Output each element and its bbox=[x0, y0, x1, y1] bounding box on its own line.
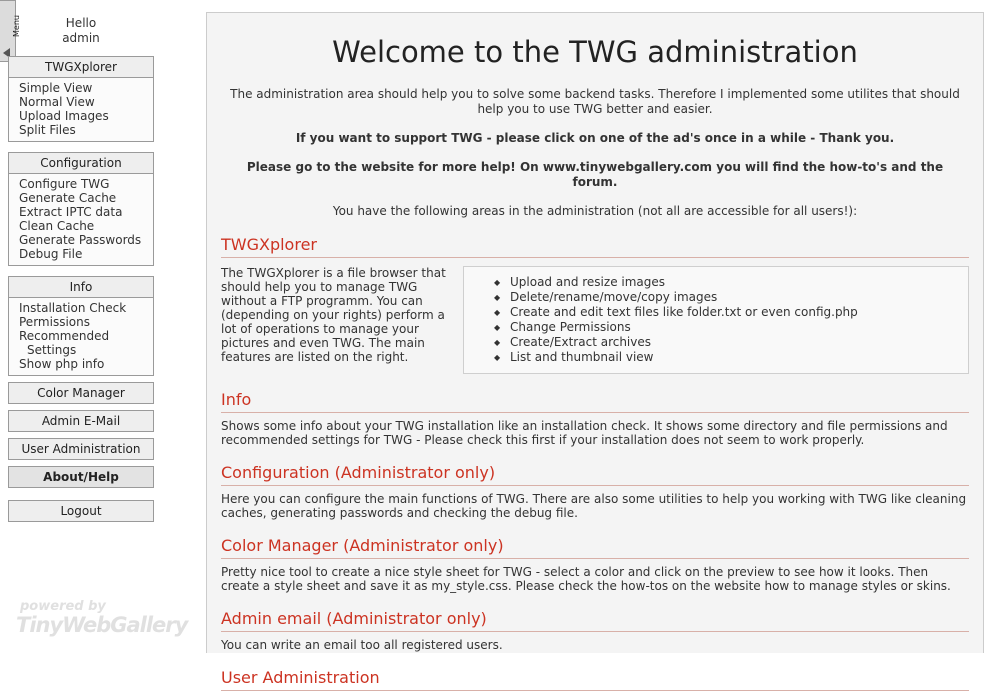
menu-toggle-label: Menu bbox=[12, 15, 21, 37]
main-content bbox=[206, 12, 984, 687]
watermark-logo bbox=[16, 599, 188, 647]
list-item: ◆ Create and edit text files like folder.txt or even config.php bbox=[510, 305, 958, 320]
sidebar-block-info bbox=[8, 276, 154, 376]
sidebar-item-show-php-info[interactable]: Show php info bbox=[19, 357, 105, 371]
intro-paragraph-3 bbox=[221, 160, 969, 190]
sidebar-header-info: Info bbox=[8, 276, 154, 298]
sidebar-item-user-administration[interactable]: User Administration bbox=[8, 438, 154, 460]
twgxplorer-description: The TWGXplorer is a file browser that should help you to manage TWG without a FTP programm. You can (depending on your rights) perform a lot of operations to manage your pictures and even TWG. The main features are listed on the right. bbox=[221, 266, 446, 364]
sidebar-items-configuration bbox=[8, 174, 154, 266]
section-heading-user-administration: User Administration bbox=[221, 668, 969, 691]
sidebar-item-extract-iptc-data[interactable]: Extract IPTC data bbox=[19, 205, 123, 219]
sidebar-item-admin-email[interactable]: Admin E-Mail bbox=[8, 410, 154, 432]
sidebar-item-configure-twg[interactable]: Configure TWG bbox=[19, 177, 110, 191]
twgxplorer-features-box bbox=[463, 266, 969, 374]
intro3-and: and the bbox=[887, 160, 944, 174]
section-body-color-manager: Pretty nice tool to create a nice style sheet for TWG - select a color and click on the preview to see how it looks. Then create a style sheet and save it as my_style.css. Please check the how-tos on the website how to manage styles or skins. bbox=[221, 565, 951, 593]
sidebar-items-twgxplorer bbox=[8, 78, 154, 142]
sidebar-item-installation-check[interactable]: Installation Check bbox=[19, 301, 127, 315]
sidebar bbox=[8, 0, 188, 653]
intro-paragraph-4: You have the following areas in the administration (not all are accessible for all users!): bbox=[332, 204, 858, 218]
list-item: ◆ Create/Extract archives bbox=[510, 335, 958, 350]
intro3-forum: forum. bbox=[572, 175, 618, 189]
section-body-info: Shows some info about your TWG installation like an installation check. It shows some directory and file permissions and recommended settings for TWG - Please check this first if your installation does not seem to work properly. bbox=[221, 419, 948, 447]
list-item: ◆ Upload and resize images bbox=[510, 275, 958, 290]
sidebar-header-configuration: Configuration bbox=[8, 152, 154, 174]
watermark-line-2: TinyWebGallery bbox=[16, 613, 188, 637]
sidebar-item-normal-view[interactable]: Normal View bbox=[19, 95, 95, 109]
page-title: Welcome to the TWG administration bbox=[332, 35, 858, 69]
section-body-admin-email: You can write an email too all registered users. bbox=[221, 638, 503, 652]
sidebar-item-settings[interactable]: Settings bbox=[27, 343, 77, 357]
intro3-mid: you will find the bbox=[712, 160, 830, 174]
twgxplorer-feature-list bbox=[468, 275, 958, 365]
intro3-howtos: how-to's bbox=[829, 160, 888, 174]
sidebar-header-twgxplorer: TWGXplorer bbox=[8, 56, 154, 78]
sidebar-item-generate-passwords[interactable]: Generate Passwords bbox=[19, 233, 142, 247]
section-heading-twgxplorer: TWGXplorer bbox=[221, 235, 969, 258]
sidebar-item-upload-images[interactable]: Upload Images bbox=[19, 109, 109, 123]
sidebar-item-simple-view[interactable]: Simple View bbox=[19, 81, 93, 95]
section-heading-admin-email: Admin email (Administrator only) bbox=[221, 609, 969, 632]
greeting-user: admin bbox=[62, 31, 100, 45]
sidebar-item-permissions[interactable]: Permissions bbox=[19, 315, 90, 329]
sidebar-item-split-files[interactable]: Split Files bbox=[19, 123, 76, 137]
greeting bbox=[8, 0, 154, 46]
intro3-pre: Please go to the website for more help! On bbox=[246, 160, 543, 174]
watermark-line-1: powered by bbox=[20, 599, 106, 614]
sidebar-block-twgxplorer bbox=[8, 56, 154, 142]
list-item: ◆ Change Permissions bbox=[510, 320, 958, 335]
sidebar-item-color-manager[interactable]: Color Manager bbox=[8, 382, 154, 404]
intro-paragraph-2: If you want to support TWG - please click on one of the ad's once in a while - Thank you. bbox=[295, 131, 895, 145]
tinywebgallery-link[interactable]: www.tinywebgallery.com bbox=[542, 160, 713, 174]
sidebar-items-info bbox=[8, 298, 154, 376]
sidebar-item-recommended[interactable]: Recommended bbox=[19, 329, 110, 343]
sidebar-item-generate-cache[interactable]: Generate Cache bbox=[19, 191, 117, 205]
section-body-configuration: Here you can configure the main functions of TWG. There are also some utilities to help you working with TWG like cleaning caches, generating passwords and checking the debug file. bbox=[221, 492, 967, 520]
section-heading-info: Info bbox=[221, 390, 969, 413]
intro-paragraph-1: The administration area should help you to solve some backend tasks. Therefore I implemented some utilites that should help you to use TWG better and easier. bbox=[230, 87, 960, 116]
list-item: ◆ List and thumbnail view bbox=[510, 350, 958, 365]
sidebar-item-about-help[interactable]: About/Help bbox=[8, 466, 154, 488]
list-item: ◆ Delete/rename/move/copy images bbox=[510, 290, 958, 305]
twgxplorer-block bbox=[221, 266, 969, 374]
section-heading-configuration: Configuration (Administrator only) bbox=[221, 463, 969, 486]
sidebar-block-configuration bbox=[8, 152, 154, 266]
logout-button[interactable]: Logout bbox=[8, 500, 154, 522]
sidebar-item-debug-file[interactable]: Debug File bbox=[19, 247, 83, 261]
greeting-hello: Hello bbox=[65, 16, 97, 30]
sidebar-item-clean-cache[interactable]: Clean Cache bbox=[19, 219, 95, 233]
section-heading-color-manager: Color Manager (Administrator only) bbox=[221, 536, 969, 559]
